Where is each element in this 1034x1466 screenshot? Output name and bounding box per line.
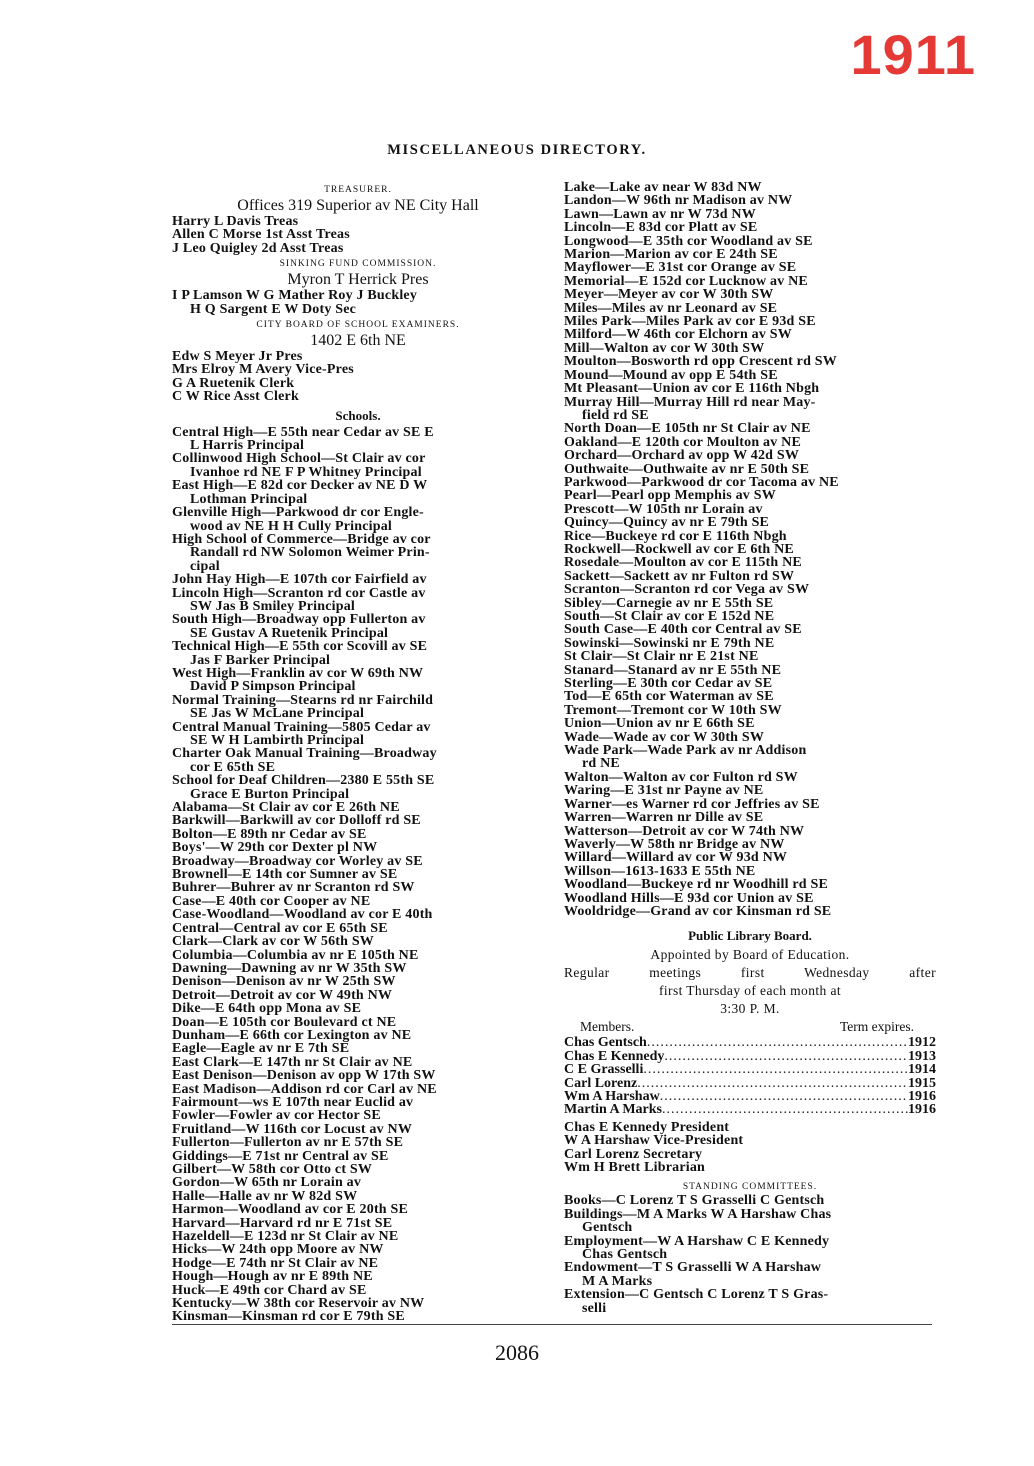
left_column-entry: East Clark—E 147th nr St Clair av NE (172, 1054, 413, 1070)
left_column-entry: Case-Woodland—Woodland av cor E 40th (172, 907, 433, 923)
left_column-entry: L Harris Principal (190, 438, 305, 454)
member-term-year: 1916 (908, 1102, 936, 1118)
left_column-entry: Fullerton—Fullerton av nr E 57th SE (172, 1135, 404, 1151)
member-row (564, 1050, 936, 1063)
leader-dots (637, 1077, 908, 1090)
left_column-entry: C W Rice Asst Clerk (172, 389, 299, 405)
right_column-entry: Willard—Willard av cor W 93d NW (564, 850, 788, 866)
member-row (564, 1036, 936, 1049)
left_column-entry: Central Manual Training—5805 Cedar av (172, 719, 431, 735)
right_column-entry: Rosedale—Moulton av cor E 115th NE (564, 555, 802, 571)
member-name: Chas Gentsch (564, 1035, 647, 1051)
member-row (564, 1103, 936, 1116)
left_column-entry: Giddings—E 71st nr Central av SE (172, 1148, 389, 1164)
left_column-entry: Hicks—W 24th opp Moore av NW (172, 1242, 384, 1258)
left_column-section-label: TREASURER. (324, 185, 392, 195)
left_column-entry: Lothman Principal (190, 491, 308, 507)
schools-continued (564, 181, 936, 918)
left_column-entry: Fruitland—W 116th cor Locust av NW (172, 1121, 413, 1137)
left_column-entry: Normal Training—Stearns rd nr Fairchild (172, 692, 434, 708)
left_column-entry: East Madison—Addison rd cor Carl av NE (172, 1081, 437, 1097)
right_column-entry: Rice—Buckeye rd cor E 116th Nbgh (564, 528, 787, 544)
officers-list (564, 1121, 936, 1175)
leader-dots (660, 1090, 908, 1103)
library-meetings-line-1: Regular meetings first Wednesday after (564, 965, 936, 981)
right_column-entry: Pearl—Pearl opp Memphis av SW (564, 488, 776, 504)
left_column-entry: Harmon—Woodland av cor E 20th SE (172, 1202, 409, 1218)
left_column-entry: Clark—Clark av cor W 56th SW (172, 934, 375, 950)
right_column-entry: North Doan—E 105th nr St Clair av NE (564, 421, 811, 437)
left_column-entry: Central High—E 55th near Cedar av SE E (172, 424, 434, 440)
left_column-entry: Bolton—E 89th nr Cedar av SE (172, 826, 367, 842)
left_column-entry: Alabama—St Clair av cor E 26th NE (172, 800, 400, 816)
members-list (564, 1036, 936, 1116)
right_column-entry: Miles Park—Miles Park av cor E 93d SE (564, 314, 816, 330)
left_column-entry: Fairmount—ws E 107th near Euclid av (172, 1094, 414, 1110)
left_column-entry: J Leo Quigley 2d Asst Treas (172, 240, 344, 256)
left_column-entry: Kinsman—Kinsman rd cor E 79th SE (172, 1309, 405, 1325)
member-term-year: 1914 (908, 1062, 936, 1078)
library-meetings-line-2: first Thursday of each month at (659, 983, 841, 999)
member-row (564, 1077, 936, 1090)
right_column-entry: South Case—E 40th cor Central av SE (564, 622, 802, 638)
left_column-entry: Halle—Halle av nr W 82d SW (172, 1188, 358, 1204)
right_column-entry: Marion—Marion av cor E 24th SE (564, 247, 778, 263)
left_column-entry: Glenville High—Parkwood dr cor Engle- (172, 505, 424, 521)
left_column-entry: Gordon—W 65th nr Lorain av (172, 1175, 362, 1191)
left_column-entry: Boys'—W 29th cor Dexter pl NW (172, 840, 378, 856)
left_column-entry: Columbia—Columbia av nr E 105th NE (172, 947, 419, 963)
right_column-entry: Watterson—Detroit av cor W 74th NW (564, 823, 805, 839)
right_column-entry: Waverly—W 58th nr Bridge av NW (564, 836, 785, 852)
left_column-entry: Detroit—Detroit av cor W 49th NW (172, 987, 393, 1003)
right_column-entry: Quincy—Quincy av nr E 79th SE (564, 515, 770, 531)
left_column-entry: East High—E 82d cor Decker av NE D W (172, 478, 428, 494)
left_column-entry: Kentucky—W 38th cor Reservoir av NW (172, 1296, 425, 1312)
left_column-entry: John Hay High—E 107th cor Fairfield av (172, 572, 427, 588)
officer-entry: Carl Lorenz Secretary (564, 1146, 703, 1162)
library-heading: Public Library Board. (688, 928, 812, 944)
page-number: 2086 (495, 1340, 539, 1365)
committee-entry: Books—C Lorenz T S Grasselli C Gentsch (564, 1193, 825, 1209)
left_column-entry: Hazeldell—E 123d nr St Clair av NE (172, 1229, 399, 1245)
left_column-entry: South High—Broadway opp Fullerton av (172, 612, 426, 628)
right_column-entry: Tod—E 65th cor Waterman av SE (564, 689, 774, 705)
right_column-entry: Mill—Walton av cor W 30th SW (564, 340, 765, 356)
member-row (564, 1063, 936, 1076)
right_column-entry: Tremont—Tremont cor W 10th SW (564, 702, 782, 718)
right_column-entry: Willson—1613-1633 E 55th NE (564, 863, 756, 879)
right_column-entry: Rockwell—Rockwell av cor E 6th NE (564, 541, 794, 557)
left_column-entry: East Denison—Denison av opp W 17th SW (172, 1068, 436, 1084)
right_column-entry: Wade—Wade av cor W 30th SW (564, 729, 765, 745)
officer-entry: Wm H Brett Librarian (564, 1160, 706, 1175)
right_column-entry: Oakland—E 120th cor Moulton av NE (564, 434, 801, 450)
left_column-section-heading: Schools. (335, 407, 381, 423)
left_column-entry: Allen C Morse 1st Asst Treas (172, 227, 350, 243)
left_column-entry: Ivanhoe rd NE F P Whitney Principal (190, 464, 422, 480)
right_column-entry: Murray Hill—Murray Hill rd near May- (564, 394, 816, 410)
right_column-entry: field rd SE (582, 407, 649, 423)
left_column-entry: Eagle—Eagle av nr E 7th SE (172, 1041, 350, 1057)
left_column-entry: G A Ruetenik Clerk (172, 375, 295, 391)
committee-entry: Endowment—T S Grasselli W A Harshaw (564, 1260, 822, 1276)
member-term-year: 1913 (908, 1048, 936, 1064)
library-appointed: Appointed by Board of Education. (650, 947, 850, 963)
left_column-address-line: Myron T Herrick Pres (287, 271, 429, 289)
committee-entry: Employment—W A Harshaw C E Kennedy (564, 1233, 830, 1249)
right_column-entry: Moulton—Bosworth rd opp Crescent rd SW (564, 354, 837, 370)
left_column-entry: Fowler—Fowler av cor Hector SE (172, 1108, 381, 1124)
member-term-year: 1916 (908, 1088, 936, 1104)
right_column-entry: Warren—Warren nr Dille av SE (564, 810, 764, 826)
footer-rule (172, 1324, 932, 1325)
right_column-entry: Longwood—E 35th cor Woodland av SE (564, 233, 813, 249)
left_column-section-label: SINKING FUND COMMISSION. (279, 259, 437, 270)
right_column-entry: Sowinski—Sowinski nr E 79th NE (564, 635, 775, 651)
officer-entry: Chas E Kennedy President (564, 1119, 730, 1135)
right_column-entry: Prescott—W 105th nr Lorain av (564, 501, 763, 517)
leader-dots (647, 1036, 908, 1049)
officer-entry: W A Harshaw Vice-President (564, 1133, 744, 1149)
committee-entry: M A Marks (582, 1273, 653, 1289)
left_column-entry: Brownell—E 14th cor Sumner av SE (172, 867, 398, 883)
right_column-entry: Lincoln—E 83d cor Platt av SE (564, 220, 758, 236)
left_column-address-line: 1402 E 6th NE (310, 332, 406, 350)
right_column-entry: Orchard—Orchard av opp W 42d SW (564, 448, 800, 464)
left_column-entry: Jas F Barker Principal (190, 652, 331, 668)
right_column-entry: Stanard—Stanard av nr E 55th NE (564, 662, 782, 678)
right_column-entry: rd NE (582, 756, 620, 772)
left_column-entry: West High—Franklin av cor W 69th NW (172, 665, 424, 681)
right_column-entry: Mt Pleasant—Union av cor E 116th Nbgh (564, 381, 820, 397)
left_column-entry: Buhrer—Buhrer av nr Scranton rd SW (172, 880, 415, 896)
right_column-entry: Sterling—E 30th cor Cedar av SE (564, 676, 773, 692)
right_column-entry: Woodland Hills—E 93d cor Union av SE (564, 890, 814, 906)
committee-entry: Buildings—M A Marks W A Harshaw Chas (564, 1206, 832, 1222)
library-board (564, 928, 936, 1315)
left_column-section-label: CITY BOARD OF SCHOOL EXAMINERS. (256, 320, 460, 331)
left_column-entry: Grace E Burton Principal (190, 786, 350, 802)
right_column-entry: Wade Park—Wade Park av nr Addison (564, 743, 807, 759)
right_column-entry: St Clair—St Clair nr E 21st NE (564, 649, 759, 665)
right_column-entry: Miles—Miles av nr Leonard av SE (564, 300, 778, 316)
left-column (172, 181, 544, 1324)
right_column-entry: Lake—Lake av near W 83d NW (564, 180, 762, 195)
left_column-entry: Dunham—E 66th cor Lexington av NE (172, 1027, 412, 1043)
committee-entry: Chas Gentsch (582, 1247, 668, 1263)
leader-dots (662, 1103, 908, 1116)
member-name: Wm A Harshaw (564, 1088, 660, 1104)
leader-dots (643, 1063, 908, 1076)
left_column-entry: Hough—Hough av nr E 89th NE (172, 1269, 373, 1285)
left_column-entry: Harvard—Harvard rd nr E 71st SE (172, 1215, 393, 1231)
left_column-entry: Dike—E 64th opp Mona av SE (172, 1001, 362, 1017)
left_column-entry: Denison—Denison av nr W 25th SW (172, 974, 396, 990)
left_column-entry: SE Jas W McLane Principal (190, 706, 365, 722)
right_column-entry: Outhwaite—Outhwaite av nr E 50th SE (564, 461, 810, 477)
right_column-entry: Mound—Mound av opp E 54th SE (564, 367, 778, 383)
left_column-entry: SE Gustav A Ruetenik Principal (190, 625, 389, 641)
left_column-entry: cipal (190, 558, 220, 574)
right_column-entry: Walton—Walton av cor Fulton rd SW (564, 769, 798, 785)
member-term-year: 1915 (908, 1075, 936, 1091)
committee-entry: Gentsch (582, 1220, 633, 1236)
leader-dots (664, 1050, 908, 1063)
left_column-entry: Lincoln High—Scranton rd cor Castle av (172, 585, 426, 601)
left_column-entry: Barkwill—Barkwill av cor Dolloff rd SE (172, 813, 421, 829)
members-label: Members. (580, 1019, 635, 1035)
left_column-entry: Dawning—Dawning av nr W 35th SW (172, 960, 407, 976)
left_column-entry: Case—E 40th cor Cooper av NE (172, 893, 371, 909)
left_column-entry: H Q Sargent E W Doty Sec (190, 301, 357, 317)
left_column-entry: SE W H Lambirth Principal (190, 733, 365, 748)
member-term-year: 1912 (908, 1035, 936, 1051)
right_column-entry: Waring—E 31st nr Payne av NE (564, 783, 764, 799)
left_column-entry: Gilbert—W 58th cor Otto ct SW (172, 1162, 373, 1177)
left_column-entry: Central—Central av cor E 65th SE (172, 920, 388, 936)
left_column-entry: Edw S Meyer Jr Pres (172, 349, 303, 365)
page-header: MISCELLANEOUS DIRECTORY. (387, 142, 647, 158)
left_column-entry: SW Jas B Smiley Principal (190, 598, 355, 614)
left_column-entry: Harry L Davis Treas (172, 214, 299, 229)
committees-list (564, 1194, 936, 1315)
member-name: Chas E Kennedy (564, 1048, 665, 1064)
left_column-entry: cor E 65th SE (190, 759, 276, 775)
left_column-entry: High School of Commerce—Bridge av cor (172, 531, 431, 547)
member-name: Martin A Marks (564, 1102, 662, 1118)
left_column-entry: Collinwood High School—St Clair av cor (172, 451, 426, 467)
right_column-entry: South—St Clair av cor E 152d NE (564, 609, 775, 624)
right_column-entry: Lawn—Lawn av nr W 73d NW (564, 206, 756, 222)
member-name: C E Grasselli (564, 1062, 644, 1078)
left_column-entry: wood av NE H H Cully Principal (190, 518, 393, 534)
committee-entry: Extension—C Gentsch C Lorenz T S Gras- (564, 1287, 829, 1303)
right_column-entry: Union—Union av nr E 66th SE (564, 716, 755, 732)
right_column-entry: Warner—es Warner rd cor Jeffries av SE (564, 796, 820, 812)
right_column-entry: Sackett—Sackett av nr Fulton rd SW (564, 568, 795, 584)
right_column-entry: Memorial—E 152d cor Lucknow av NE (564, 273, 808, 289)
member-name: Carl Lorenz (564, 1075, 638, 1091)
left_column-entry: Mrs Elroy M Avery Vice-Pres (172, 362, 354, 378)
right_column-entry: Sibley—Carnegie av nr E 55th SE (564, 595, 774, 611)
right_column-entry: Milford—W 46th cor Elchorn av SW (564, 327, 792, 343)
right_column-entry: Wooldridge—Grand av cor Kinsman rd SE (564, 903, 832, 919)
left_column-entry: David P Simpson Principal (190, 679, 356, 695)
left_column-entry: Broadway—Broadway cor Worley av SE (172, 853, 423, 869)
right_column-entry: Landon—W 96th nr Madison av NW (564, 193, 793, 209)
right-column (564, 181, 936, 1315)
committees-label: STANDING COMMITTEES. (682, 1182, 818, 1193)
left_column-entry: Huck—E 49th cor Chard av SE (172, 1282, 367, 1298)
member-row (564, 1090, 936, 1103)
right_column-entry: Scranton—Scranton rd cor Vega av SW (564, 582, 810, 598)
committee-entry: selli (582, 1300, 607, 1316)
left_column-entry: Hodge—E 74th nr St Clair av NE (172, 1255, 379, 1271)
right_column-entry: Meyer—Meyer av cor W 30th SW (564, 287, 774, 303)
members-header (564, 1018, 936, 1036)
left_column-entry: Charter Oak Manual Training—Broadway (172, 746, 437, 762)
left_column-entry: Randall rd NW Solomon Weimer Prin- (190, 545, 430, 561)
left_column-entry: I P Lamson W G Mather Roy J Buckley (172, 288, 418, 304)
left_column-entry: Technical High—E 55th cor Scovill av SE (172, 639, 428, 655)
left_column-entry: School for Deaf Children—2380 E 55th SE (172, 773, 435, 789)
term-label: Term expires. (839, 1019, 914, 1035)
library-meetings-line-3: 3:30 P. M. (720, 1001, 780, 1017)
right_column-entry: Mayflower—E 31st cor Orange av SE (564, 260, 797, 276)
right_column-entry: Parkwood—Parkwood dr cor Tacoma av NE (564, 474, 839, 490)
right_column-entry: Woodland—Buckeye rd nr Woodhill rd SE (564, 877, 829, 893)
left_column-entry: Doan—E 105th cor Boulevard ct NE (172, 1014, 397, 1030)
left_column-address-line: Offices 319 Superior av NE City Hall (237, 197, 479, 214)
year-label: 1911 (850, 23, 976, 86)
